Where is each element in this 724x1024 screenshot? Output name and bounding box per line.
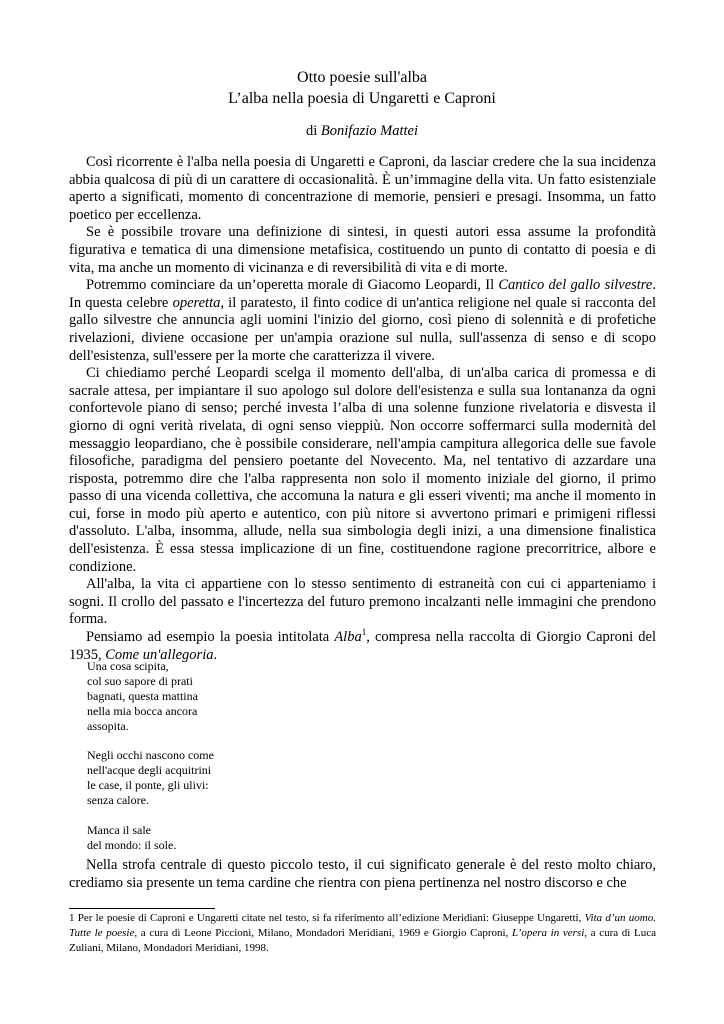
paragraph-2: Se è possibile trovare una definizione di sintesi, in questi autori essa assume la profondità figurativa e tematica di una dimensione metafisica, costituendo un punto di contatto di poesia e di vita, ma anche un momento di vicinanza e di reversibilità di vita e di morte. [69,224,656,276]
poem-line: col suo sapore di prati [87,673,193,688]
poem-line: nella mia bocca ancora [87,703,198,718]
poem-line: Negli occhi nascono come [87,748,214,763]
footnote-text-e: , a cura di Luca Zuliani, Milano, Mondadori Meridiani, 1998. [69,927,656,954]
paragraph-3 [69,277,656,365]
poem-line: nell'acque degli acquitrini [87,763,212,778]
poem-line: senza calore. [87,793,149,808]
poem-stanza-3 [87,823,214,853]
poem-stanza-1 [87,659,214,734]
poem-line: le case, il ponte, gli ulivi: [87,778,209,793]
paragraph-4: Ci chiediamo perché Leopardi scelga il momento dell'alba, di un'alba carica di promessa e di sacrale attesa, per impiantare il suo apologo sul dolore dell'esistenza e sulla sua lontananza da ogni confortevole piano di senso; perché investa l’alba di una solenne funzione rivelatoria e disvesta il giorno di ogni verità rivelata, di ogni senso vieppiù. Non occorre soffermarci sulla modernità del messaggio leopardiano, che è possibile considerare, nell'ampia campitura allegorica delle sue favole filosofiche, paradigma del pensiero poetante del Novecento. Ma, nel tentativo di azzardare una risposta, potremmo dire che l'alba rappresenta non solo il momento iniziale del giorno, il primo passo di una vicenda collettiva, che accomuna la natura e gli esseri viventi; ma anche il momento in cui, forse in modo più aperto e autentico, con più nitore si avvertono primari e primigeni riflessi d'assoluto. L'alba, insomma, allude, nella sua simbologia degli inizi, a una dimensione finalistica dell'esistenza. È essa stessa implicazione di un fine, costituendone ragione precorritrice, albore e condizione. [69,365,656,575]
footnote-text-a: 1 Per le poesie di Caproni e Ungaretti citate nel testo, si fa riferimento all’edizione Meridiani: Giuseppe Ungaretti, [69,912,585,924]
paragraph-1: Così ricorrente è l'alba nella poesia di Ungaretti e Caproni, da lasciar credere che la sua incidenza abbia qualcosa di più di un carattere di occasionalità. È un’immagine della vita. Un fatto esistenziale aperto a significati, momento di concentrazione di memorie, pensieri e presagi. Insomma, un fatto poetico per eccellenza. [69,154,656,223]
poem-block [87,659,214,868]
poem-line: Manca il sale [87,822,151,837]
paragraph-3-text-e: , il paratesto, il finto codice di un'antica religione nel quale si racconta del gallo silvestre che annuncia agli uomini l'inizio del giorno, così pieno di solennità e di profetiche rivelazioni, diviene occasione per un'ampia orazione sul nulla, sull'assenza di senso e di scopo dell'esistenza, sull'essere per la morte che caratterizza il vivere. [69,294,656,364]
article-subtitle: L’alba nella poesia di Ungaretti e Caproni [228,90,496,107]
paragraph-3-text-a: Potremmo cominciare da un’operetta morale di Giacomo Leopardi, Il [86,277,499,294]
poem-title-alba: Alba [334,629,362,646]
author-name: Bonifazio Mattei [320,123,418,139]
byline-prefix: di [306,123,321,139]
term-operetta: operetta [172,294,221,311]
poem-line: assopita. [87,718,129,733]
footnote-1 [69,911,656,956]
paragraph-5: All'alba, la vita ci appartiene con lo stesso sentimento di estraneità con cui ci apparteniamo i sogni. Il crollo del passato e l'incertezza del futuro premono incalzanti nelle immagini che prendono forma. [69,576,656,628]
byline [0,123,724,140]
collection-title: Come un'allegoria [105,646,214,663]
poem-stanza-2 [87,748,214,808]
footnote-reference[interactable]: 1 [361,627,367,638]
article-title: Otto poesie sull'alba [297,69,427,86]
paragraph-6-text-c: , compresa nella raccolta di Giorgio Caproni del 1935, [69,629,656,663]
paragraph-6-text-e: . [213,646,218,663]
work-title-cantico: Cantico del gallo silvestre [498,277,653,294]
paragraph-6-text-a: Pensiamo ad esempio la poesia intitolata [86,629,335,646]
article-body [69,154,656,664]
footnote-work-caproni: L’opera in versi [511,927,585,939]
poem-line: Una cosa scipita, [87,659,169,673]
article-body-continued [69,857,656,892]
paragraph-7: Nella strofa centrale di questo piccolo testo, il cui significato generale è del resto molto chiaro, crediamo sia presente un tema cardine che rientra con piena pertinenza nel nostro discorso e che [69,857,656,891]
poem-line: bagnati, questa mattina [87,688,198,703]
paragraph-3-text-c: . In questa celebre [69,277,656,311]
footnote-text-c: , a cura di Leone Piccioni, Milano, Mondadori Meridiani, 1969 e Giorgio Caproni, [134,927,512,939]
footnote-work-ungaretti: Vita d’un uomo. Tutte le poesie [69,912,656,939]
footnote-divider [69,908,215,909]
poem-line: del mondo: il sole. [87,837,177,852]
